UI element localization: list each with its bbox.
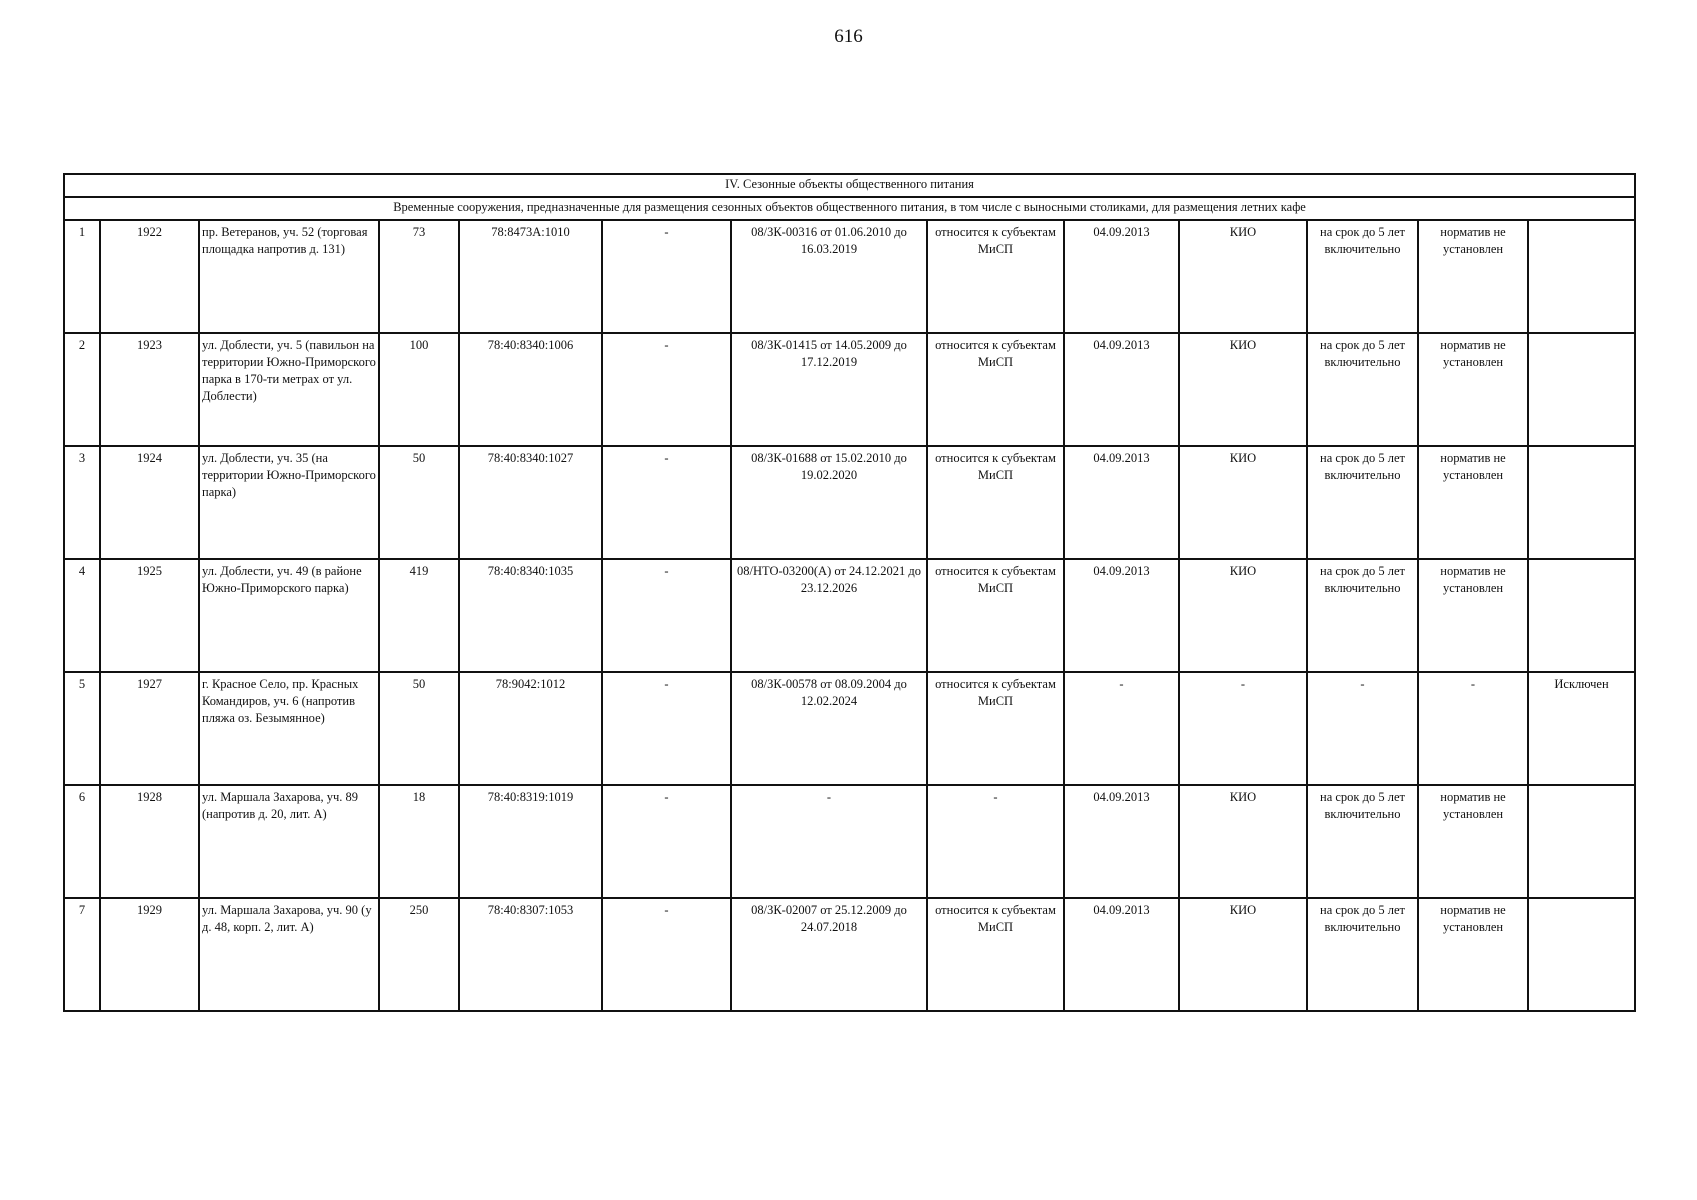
subsection-title: Временные сооружения, предназначенные для размещения сезонных объектов общественного питания, в том числе с выносными столиками, для размещения летних кафе	[64, 197, 1635, 220]
subsection-header-row	[64, 197, 1635, 220]
cell-term: на срок до 5 лет включительно	[1307, 785, 1418, 898]
table-row	[64, 220, 1635, 333]
cell-term: -	[1307, 672, 1418, 785]
cell-contract: -	[731, 785, 927, 898]
cell-row-number: 3	[64, 446, 100, 559]
cell-registry-id: 1929	[100, 898, 199, 1011]
section-header-row	[64, 174, 1635, 197]
cell-norm: норматив не установлен	[1418, 446, 1528, 559]
cell-smb-status: относится к субъектам МиСП	[927, 898, 1064, 1011]
cell-organization: КИО	[1179, 446, 1307, 559]
cell-term: на срок до 5 лет включительно	[1307, 559, 1418, 672]
cell-note	[1528, 446, 1635, 559]
cell-row-number: 1	[64, 220, 100, 333]
cell-term: на срок до 5 лет включительно	[1307, 333, 1418, 446]
cell-registry-id: 1922	[100, 220, 199, 333]
cell-contract: 08/ЗК-01688 от 15.02.2010 до 19.02.2020	[731, 446, 927, 559]
cell-area: 18	[379, 785, 459, 898]
cell-note	[1528, 898, 1635, 1011]
cell-address: г. Красное Село, пр. Красных Командиров, уч. 6 (напротив пляжа оз. Безымянное)	[199, 672, 379, 785]
cell-row-number: 5	[64, 672, 100, 785]
table-row	[64, 898, 1635, 1011]
cell-term: на срок до 5 лет включительно	[1307, 446, 1418, 559]
cell-norm: норматив не установлен	[1418, 898, 1528, 1011]
cell-address: ул. Маршала Захарова, уч. 90 (у д. 48, корп. 2, лит. А)	[199, 898, 379, 1011]
table-row	[64, 785, 1635, 898]
cell-smb-status: -	[927, 785, 1064, 898]
cell-smb-status: относится к субъектам МиСП	[927, 220, 1064, 333]
table-row	[64, 446, 1635, 559]
cell-date: 04.09.2013	[1064, 333, 1179, 446]
cell-area: 50	[379, 446, 459, 559]
cell-date: 04.09.2013	[1064, 785, 1179, 898]
cell-contract: 08/ЗК-02007 от 25.12.2009 до 24.07.2018	[731, 898, 927, 1011]
cell-cadastral-number: 78:40:8340:1027	[459, 446, 602, 559]
cell-smb-status: относится к субъектам МиСП	[927, 446, 1064, 559]
cell-column-6: -	[602, 220, 731, 333]
cell-smb-status: относится к субъектам МиСП	[927, 333, 1064, 446]
cell-area: 50	[379, 672, 459, 785]
cell-smb-status: относится к субъектам МиСП	[927, 672, 1064, 785]
table-row	[64, 559, 1635, 672]
cell-registry-id: 1927	[100, 672, 199, 785]
cell-note	[1528, 333, 1635, 446]
cell-address: ул. Доблести, уч. 49 (в районе Южно-Приморского парка)	[199, 559, 379, 672]
cell-area: 73	[379, 220, 459, 333]
cell-norm: -	[1418, 672, 1528, 785]
cell-address: ул. Маршала Захарова, уч. 89 (напротив д. 20, лит. А)	[199, 785, 379, 898]
cell-contract: 08/НТО-03200(А) от 24.12.2021 до 23.12.2026	[731, 559, 927, 672]
cell-column-6: -	[602, 672, 731, 785]
cell-cadastral-number: 78:40:8340:1035	[459, 559, 602, 672]
cell-column-6: -	[602, 559, 731, 672]
cell-date: 04.09.2013	[1064, 898, 1179, 1011]
cell-term: на срок до 5 лет включительно	[1307, 220, 1418, 333]
cell-note	[1528, 220, 1635, 333]
cell-contract: 08/ЗК-00316 от 01.06.2010 до 16.03.2019	[731, 220, 927, 333]
cell-date: 04.09.2013	[1064, 220, 1179, 333]
cell-cadastral-number: 78:40:8307:1053	[459, 898, 602, 1011]
cell-note	[1528, 559, 1635, 672]
cell-organization: КИО	[1179, 220, 1307, 333]
table-row	[64, 672, 1635, 785]
cell-row-number: 4	[64, 559, 100, 672]
table-row	[64, 333, 1635, 446]
cell-organization: КИО	[1179, 785, 1307, 898]
cell-cadastral-number: 78:9042:1012	[459, 672, 602, 785]
cell-norm: норматив не установлен	[1418, 785, 1528, 898]
cell-column-6: -	[602, 898, 731, 1011]
cell-organization: КИО	[1179, 333, 1307, 446]
cell-date: 04.09.2013	[1064, 559, 1179, 672]
section-title: IV. Сезонные объекты общественного питания	[64, 174, 1635, 197]
cell-row-number: 2	[64, 333, 100, 446]
cell-cadastral-number: 78:8473А:1010	[459, 220, 602, 333]
cell-norm: норматив не установлен	[1418, 220, 1528, 333]
cell-area: 419	[379, 559, 459, 672]
cell-address: пр. Ветеранов, уч. 52 (торговая площадка напротив д. 131)	[199, 220, 379, 333]
cell-cadastral-number: 78:40:8340:1006	[459, 333, 602, 446]
cell-registry-id: 1923	[100, 333, 199, 446]
cell-area: 250	[379, 898, 459, 1011]
cell-date: -	[1064, 672, 1179, 785]
cell-contract: 08/ЗК-01415 от 14.05.2009 до 17.12.2019	[731, 333, 927, 446]
cell-address: ул. Доблести, уч. 5 (павильон на территории Южно-Приморского парка в 170-ти метрах от ул. Доблести)	[199, 333, 379, 446]
cell-organization: КИО	[1179, 898, 1307, 1011]
cell-cadastral-number: 78:40:8319:1019	[459, 785, 602, 898]
cell-organization: -	[1179, 672, 1307, 785]
cell-row-number: 6	[64, 785, 100, 898]
cell-row-number: 7	[64, 898, 100, 1011]
cell-address: ул. Доблести, уч. 35 (на территории Южно-Приморского парка)	[199, 446, 379, 559]
cell-registry-id: 1924	[100, 446, 199, 559]
cell-smb-status: относится к субъектам МиСП	[927, 559, 1064, 672]
cell-column-6: -	[602, 446, 731, 559]
cell-term: на срок до 5 лет включительно	[1307, 898, 1418, 1011]
cell-registry-id: 1925	[100, 559, 199, 672]
cell-area: 100	[379, 333, 459, 446]
cell-norm: норматив не установлен	[1418, 559, 1528, 672]
cell-note: Исключен	[1528, 672, 1635, 785]
cell-column-6: -	[602, 333, 731, 446]
cell-registry-id: 1928	[100, 785, 199, 898]
cell-date: 04.09.2013	[1064, 446, 1179, 559]
cell-column-6: -	[602, 785, 731, 898]
cell-organization: КИО	[1179, 559, 1307, 672]
cell-contract: 08/ЗК-00578 от 08.09.2004 до 12.02.2024	[731, 672, 927, 785]
page-number: 616	[834, 26, 863, 47]
cell-note	[1528, 785, 1635, 898]
registry-table	[63, 173, 1636, 1012]
cell-norm: норматив не установлен	[1418, 333, 1528, 446]
